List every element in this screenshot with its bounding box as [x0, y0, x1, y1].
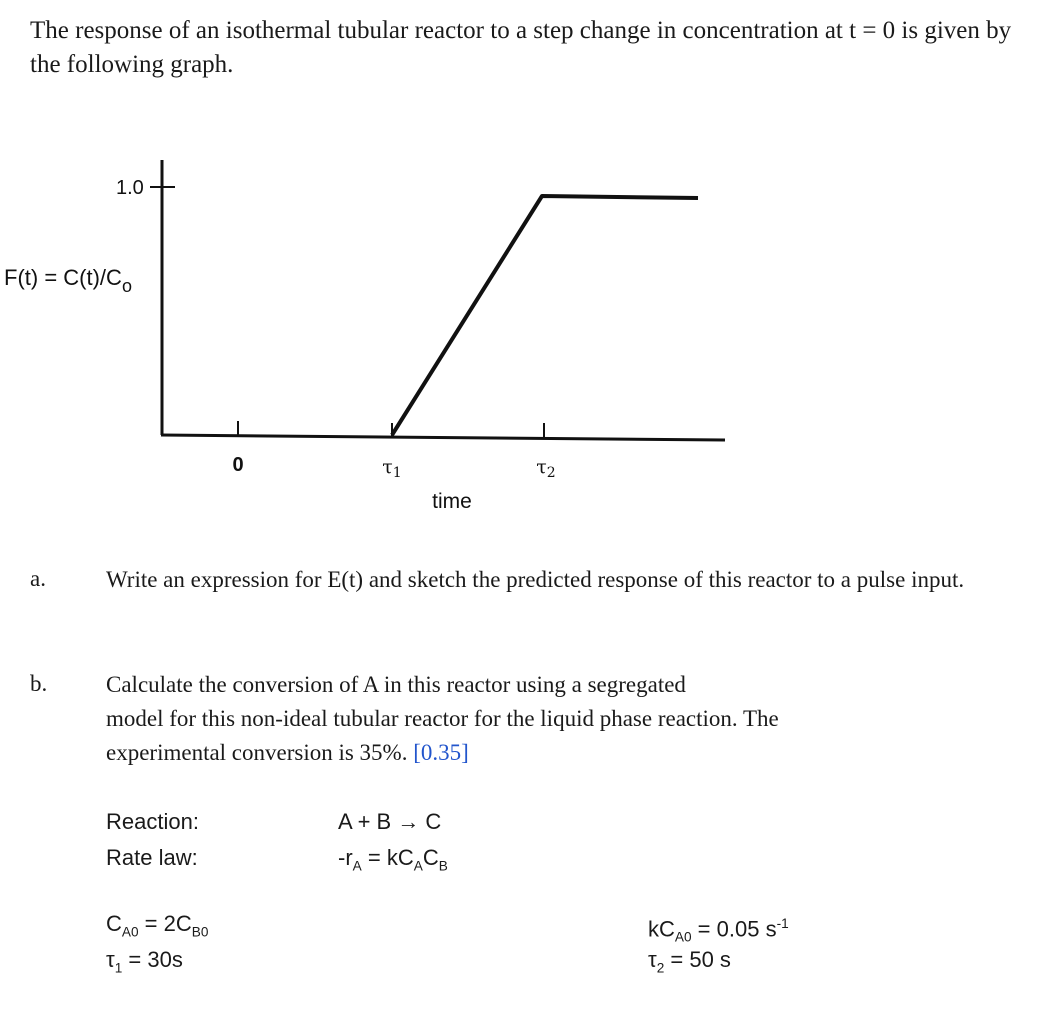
answer-value: [0.35]: [413, 740, 469, 765]
x-tick-label-0: 0: [232, 454, 244, 476]
y-axis-label: $F(t) = C(t)/C_o$: [4, 265, 132, 296]
x-tick-label-tau1: $\tau_1$: [382, 456, 402, 481]
step-response-graph: [0, 105, 760, 525]
item-b-line-1: Calculate the conversion of A in this reactor using a segregated: [106, 672, 686, 697]
intro-paragraph: The response of an isothermal tubular reactor to a step change in concentration at t = 0 is given by the following graph.: [30, 17, 1012, 78]
x-axis-label: time: [432, 490, 472, 513]
rate-law-equation: $-r_A = kC_AC_B$: [338, 845, 448, 874]
response-curve: [392, 196, 698, 435]
rate-law-label: Rate law:: [106, 845, 198, 870]
item-a-text: Write an expression for E(t) and sketch the predicted response of this reactor to a pulse input.: [106, 567, 965, 592]
x-axis: [161, 435, 725, 440]
item-b-line-3: experimental conversion is 35%. [0.35]: [106, 740, 469, 765]
x-tick-label-tau2: $\tau_2$: [536, 456, 556, 481]
ca0-relation: $C_{A0} = 2C_{B0}$: [106, 911, 209, 940]
tau1-value: $\tau_1 = 30s$: [106, 947, 183, 976]
item-a-letter: a.: [30, 566, 46, 591]
item-b-line-2: model for this non-ideal tubular reactor for the liquid phase reaction. The: [106, 706, 779, 731]
kca0-value: $kC_{A0} = 0.05$ $s^{-1}$: [648, 916, 789, 945]
item-b-text: [106, 668, 1036, 770]
reaction-equation: A + B → C: [338, 809, 442, 834]
reaction-label: Reaction:: [106, 809, 199, 834]
item-b-letter: b.: [30, 671, 48, 696]
tau2-value: $\tau_2 = 50$ s: [648, 947, 731, 976]
y-tick-label: 1.0: [116, 177, 144, 199]
